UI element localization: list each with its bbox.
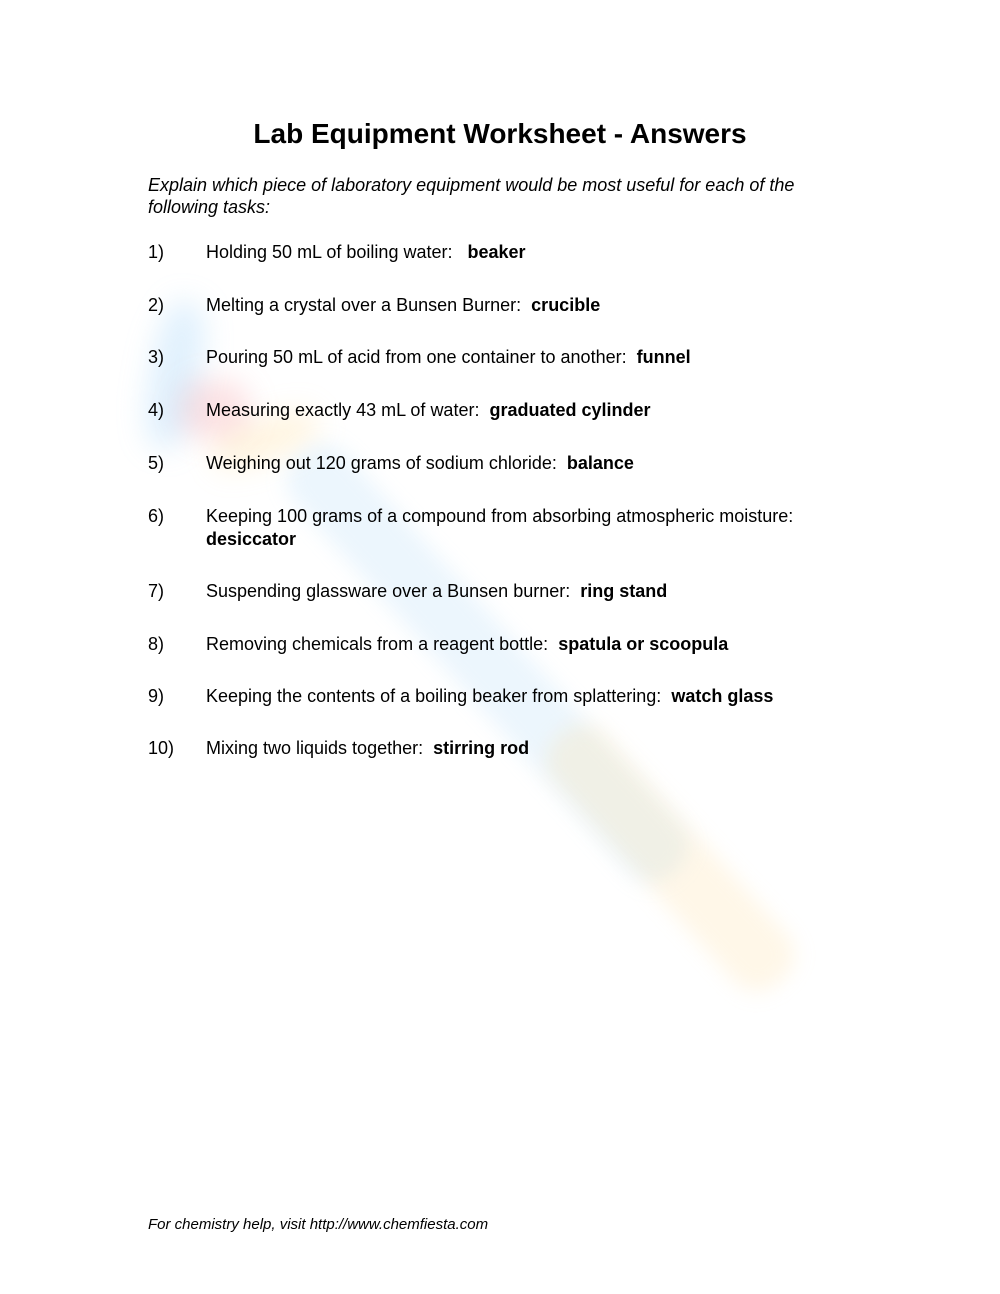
question-text <box>206 505 868 551</box>
question-text <box>206 346 868 369</box>
question-answer: graduated cylinder <box>489 400 651 420</box>
question-number: 3) <box>148 347 165 367</box>
question-answer: watch glass <box>671 686 774 706</box>
question-item-8 <box>148 633 868 656</box>
question-prompt: Weighing out 120 grams of sodium chloride: <box>206 453 557 473</box>
question-text <box>206 399 868 422</box>
question-prompt: Measuring exactly 43 mL of water: <box>206 400 480 420</box>
question-text <box>206 737 868 760</box>
question-number: 4) <box>148 400 165 420</box>
question-answer: desiccator <box>206 529 297 549</box>
question-number: 5) <box>148 453 165 473</box>
footer-note: For chemistry help, visit http://www.chemfiesta.com <box>148 1216 489 1233</box>
question-number: 10) <box>148 738 175 758</box>
watermark-blue-band <box>274 432 701 895</box>
question-number: 1) <box>148 242 165 262</box>
question-answer: spatula or scoopula <box>558 634 729 654</box>
instructions-text: Explain which piece of laboratory equipment would be most useful for each of the following tasks: <box>148 175 795 217</box>
question-text <box>206 580 868 603</box>
question-item-5 <box>148 452 868 475</box>
question-prompt: Removing chemicals from a reagent bottle: <box>206 634 549 654</box>
question-number: 9) <box>148 686 165 706</box>
question-prompt: Pouring 50 mL of acid from one container to another: <box>206 347 627 367</box>
question-text <box>206 294 868 317</box>
question-number: 6) <box>148 506 165 526</box>
question-prompt: Holding 50 mL of boiling water: <box>206 242 453 262</box>
question-prompt: Keeping the contents of a boiling beaker from splattering: <box>206 686 662 706</box>
page-title: Lab Equipment Worksheet - Answers <box>253 118 747 149</box>
question-prompt: Suspending glassware over a Bunsen burner: <box>206 581 571 601</box>
question-text <box>206 241 868 264</box>
question-answer: balance <box>566 453 634 473</box>
question-text <box>206 452 868 475</box>
question-item-4 <box>148 399 868 422</box>
question-text <box>206 685 868 708</box>
question-prompt: Mixing two liquids together: <box>206 738 424 758</box>
question-answer: beaker <box>467 242 526 262</box>
question-item-3 <box>148 346 868 369</box>
question-prompt: Keeping 100 grams of a compound from absorbing atmospheric moisture: <box>206 506 794 526</box>
question-item-6 <box>148 505 868 551</box>
question-item-10 <box>148 737 868 760</box>
question-number: 2) <box>148 295 165 315</box>
question-item-7 <box>148 580 868 603</box>
question-answer: crucible <box>531 295 601 315</box>
question-answer: funnel <box>636 347 691 367</box>
question-answer: stirring rod <box>433 738 530 758</box>
question-prompt: Melting a crystal over a Bunsen Burner: <box>206 295 522 315</box>
question-item-9 <box>148 685 868 708</box>
question-text <box>206 633 868 656</box>
watermark-blue-shape <box>137 297 212 453</box>
question-answer: ring stand <box>580 581 668 601</box>
question-item-2 <box>148 294 868 317</box>
question-number: 8) <box>148 634 165 654</box>
question-number: 7) <box>148 581 165 601</box>
question-item-1 <box>148 241 868 264</box>
